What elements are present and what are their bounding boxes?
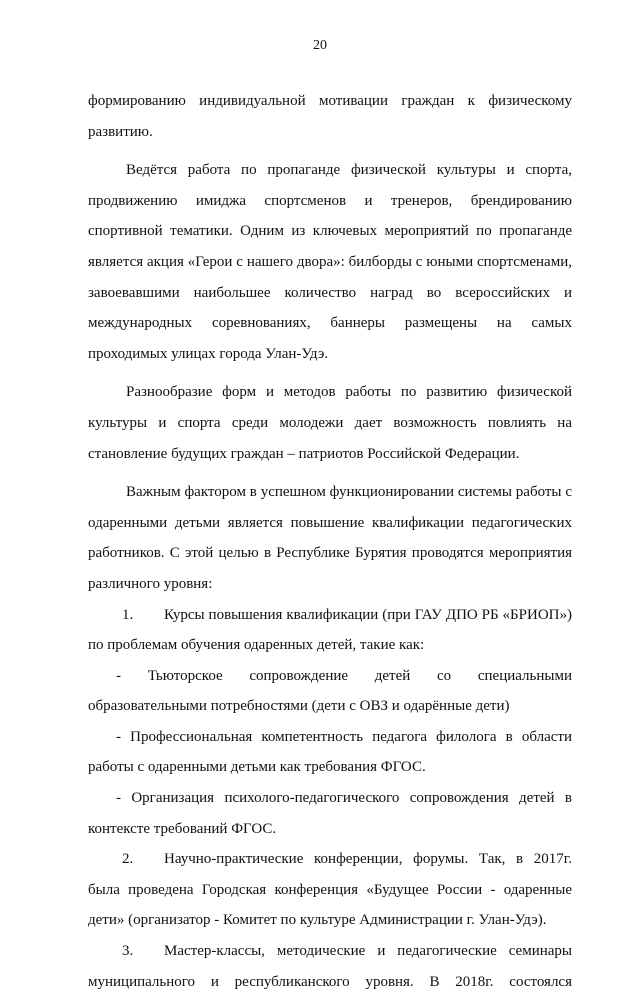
- course-item: - Профессиональная компетентность педагога филолога в области работы с одаренными детьми как требования ФГОС.: [88, 728, 572, 776]
- paragraph-factor: Важным фактором в успешном функционировании системы работы с одаренными детьми является повышение квалификации педагогических работников. С этой целью в Республике Бурятия проводятся мероприятия различного уровня:: [88, 484, 572, 592]
- list-item-conferences: [88, 844, 572, 936]
- list-item-text: Мастер-классы, методические и педагогические семинары муниципального и республиканского уровня. В 2018г. состоялся: [88, 943, 572, 990]
- paragraph-propaganda: Ведётся работа по пропаганде физической культуры и спорта, продвижению имиджа спортсменов и тренеров, брендированию спортивной тематики. Одним из ключевых мероприятий по пропаганде является акция «Герои с нашего двора»: билборды с юными спортсменами, завоевавшими наибольшее количество наград во всероссийских и международных соревнованиях, баннеры размещены на самых проходимых улицах города Улан-Удэ.: [88, 162, 572, 362]
- list-item-number: 2.: [122, 851, 134, 868]
- page-number: 20: [313, 38, 327, 53]
- list-item-masterclasses: [88, 936, 572, 997]
- list-item-text: Научно-практические конференции, форумы. Так, в 2017г. была проведена Городская конференция «Будущее России - одаренные дети» (организатор - Комитет по культуре Администрации г. Улан-Удэ).: [88, 851, 572, 929]
- list-item-number: 1.: [122, 606, 134, 623]
- paragraph-diversity: Разнообразие форм и методов работы по развитию физической культуры и спорта среди молодежи дает возможность повлиять на становление будущих граждан – патриотов Российской Федерации.: [88, 384, 572, 462]
- list-item-text: Курсы повышения квалификации (при ГАУ ДПО РБ «БРИОП») по проблемам обучения одаренных детей, такие как:: [88, 606, 572, 654]
- paragraph-intro-tail: формированию индивидуальной мотивации граждан к физическому развитию.: [88, 93, 572, 140]
- course-item: - Тьюторское сопровождение детей со специальными образовательными потребностями (дети с ОВЗ и одарённые дети): [88, 667, 572, 715]
- course-item: - Организация психолого-педагогического сопровождения детей в контексте требований ФГОС.: [88, 790, 572, 837]
- document-body: [88, 86, 572, 997]
- list-item-number: 3.: [122, 943, 134, 960]
- list-item-courses: [88, 600, 572, 661]
